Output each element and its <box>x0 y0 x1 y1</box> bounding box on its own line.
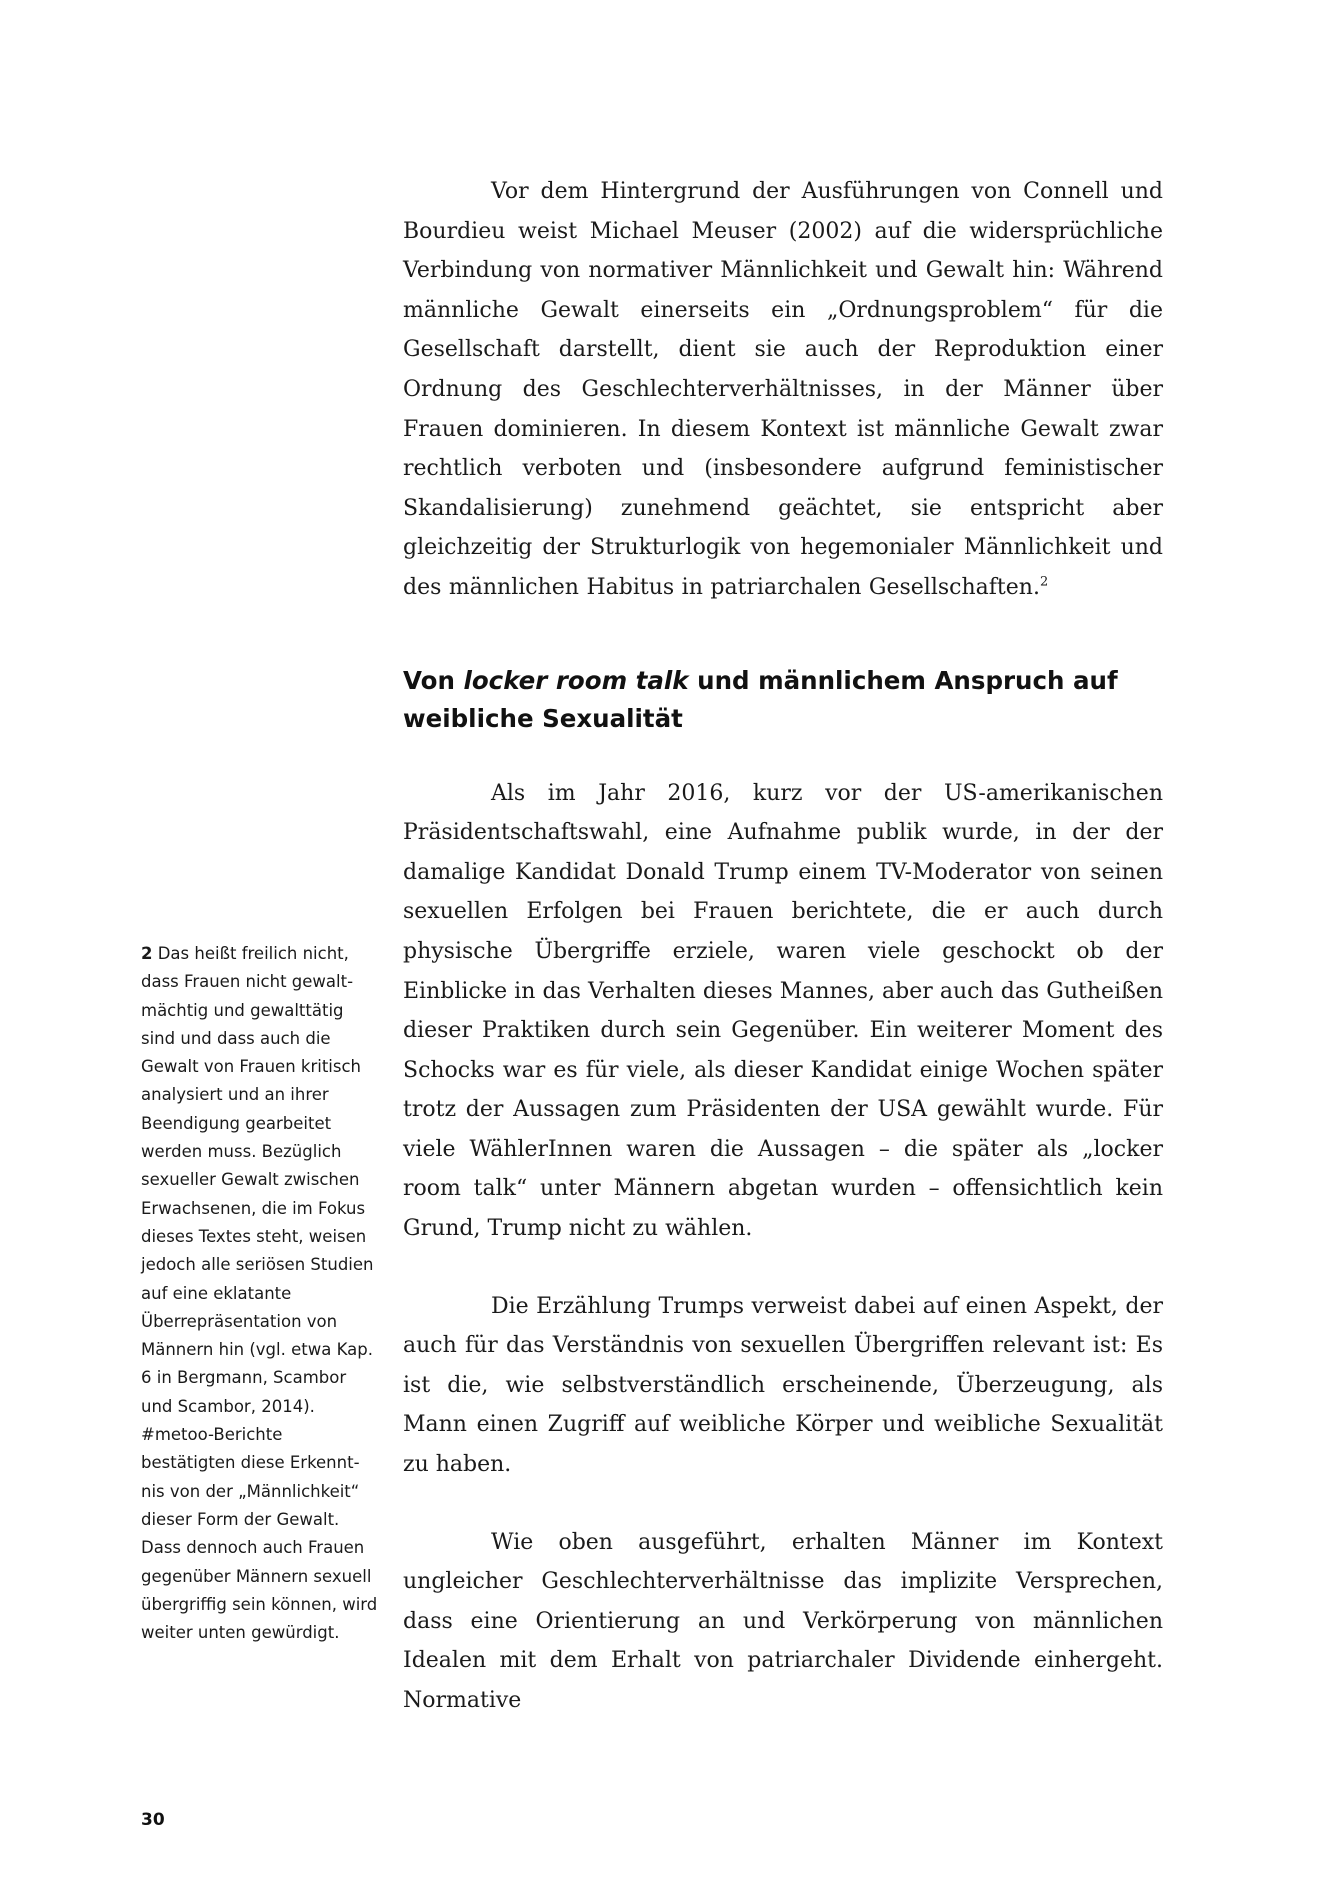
main-text-column <box>403 172 1163 1721</box>
body-paragraph-3 <box>403 1287 1163 1485</box>
body-paragraph-4 <box>403 1523 1163 1721</box>
footnote-2 <box>141 940 381 1647</box>
heading-italic-phrase: locker room talk <box>463 665 689 695</box>
heading-suffix: und männlichem Anspruch auf weibliche Sexualität <box>403 665 1118 733</box>
footnote-reference-2[interactable]: 2 <box>1039 574 1049 590</box>
body-paragraph-2 <box>403 774 1163 1249</box>
heading-prefix: Von <box>403 665 464 695</box>
paragraph-2-text: Als im Jahr 2016, kurz vor der US-amerikanischen Präsidentschaftswahl, eine Aufnahme publik wurde, in der der damalige Kandidat Donald Trump einem TV-Moderator von seinen sexuellen Erfolgen bei Frauen berichtete, die er auch durch physische Übergriffe erziele, waren viele geschockt ob der Einblicke in das Verhalten dieses Mannes, aber auch das Gutheißen dieser Praktiken durch sein Gegenüber. Ein weiterer Moment des Schocks war es für viele, als dieser Kandidat einige Wochen später trotz der Aussagen zum Präsidenten der USA gewählt wurde. Für viele WählerInnen waren die Aussagen – die später als „locker room talk“ unter Männern abgetan wurden – offensichtlich kein Grund, Trump nicht zu wählen. <box>403 780 1163 1242</box>
page-number: 30 <box>141 1810 165 1830</box>
body-paragraph-1 <box>403 172 1163 608</box>
footnote-text: Das heißt freilich nicht, dass Frauen nicht gewalt-mächtig und gewalttätig sind und dass auch die Gewalt von Frauen kritisch analysiert und an ihrer Beendigung gearbeitet werden muss. Bezüglich sexueller Gewalt zwischen Erwachsenen, die im Fokus dieses Textes steht, weisen jedoch alle seriösen Studien auf eine eklatante Überrepräsentation von Männern hin (vgl. etwa Kap. 6 in Bergmann, Scambor und Scambor, 2014). #metoo-Berichte bestätigten diese Erkennt-nis von der „Männlichkeit“ dieser Form der Gewalt. Dass dennoch auch Frauen gegenüber Männern sexuell übergriffig sein können, wird weiter unten gewürdigt. <box>141 944 378 1643</box>
paragraph-1-text: Vor dem Hintergrund der Ausführungen von Connell und Bourdieu weist Michael Meuser (2002) auf die widersprüchliche Verbindung von normativer Männlichkeit und Gewalt hin: Während männliche Gewalt einerseits ein „Ordnungsproblem“ für die Gesellschaft darstellt, dient sie auch der Reproduktion einer Ordnung des Geschlechterverhältnisses, in der Männer über Frauen dominieren. In diesem Kontext ist männliche Gewalt zwar rechtlich verboten und (insbesondere aufgrund feministischer Skandalisierung) zunehmend geächtet, sie entspricht aber gleichzeitig der Strukturlogik von hegemonialer Männlichkeit und des männlichen Habitus in patriarchalen Gesellschaften. <box>403 179 1163 600</box>
paragraph-3-text: Die Erzählung Trumps verweist dabei auf einen Aspekt, der auch für das Verständnis von sexuellen Übergriffen relevant ist: Es ist die, wie selbstverständlich erscheinende, Überzeugung, als Mann einen Zugriff auf weibliche Körper und weibliche Sexualität zu haben. <box>403 1293 1163 1478</box>
footnote-number: 2 <box>141 944 153 963</box>
section-heading <box>403 662 1163 738</box>
paragraph-4-text: Wie oben ausgeführt, erhalten Männer im Kontext ungleicher Geschlechterverhältnisse das implizite Versprechen, dass eine Orientierung an und Verkörperung von männlichen Idealen mit dem Erhalt von patriarchaler Dividende einhergeht. Normative <box>403 1529 1163 1713</box>
